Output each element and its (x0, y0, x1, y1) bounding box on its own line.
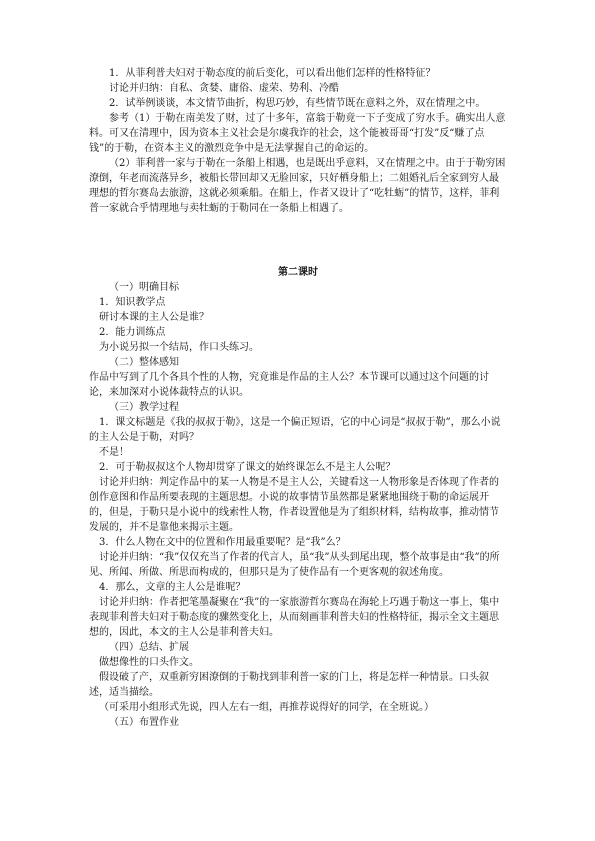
process-question-3: 3．什么人物在文中的位置和作用最重要呢？是“我”么？ (99, 537, 346, 548)
homework-heading: （五）布置作业 (109, 717, 179, 728)
process-discussion-2: 讨论并归纳：判定作品中的某一人物是不是主人公，关键看这一人物形象是否体现了作者的创作意图和作品所要表现的主题思想。小说的故事情节虽然都是紧紧地围绕于勒的命运展开的，但是，于勒只是小说中的线索性人物，作者设置他是为了组织材料，结构故事，推动情节发展的，并不是靠他来揭示主题。 (89, 477, 499, 533)
ability-point-text: 为小说另拟一个结局，作口头练习。 (99, 342, 259, 353)
goal-heading: （一）明确目标 (109, 282, 179, 293)
section-second-lesson (89, 265, 507, 730)
ability-point-heading: 2．能力训练点 (99, 327, 166, 338)
knowledge-point-text: 研讨本课的主人公是谁？ (99, 312, 209, 323)
summary-scenario: 假设破了产，双重新穷困潦倒的于勒找到菲利普一家的门上，将是怎样一种情景。口头叙述，适当描绘。 (89, 672, 489, 698)
lesson-title: 第二课时 (278, 267, 318, 278)
process-question-1: 1．课文标题是《我的叔叔于勒》，这是一个偏正短语，它的中心词是“叔叔于勒”，那么小说的主人公是于勒，对吗？ (89, 417, 501, 443)
process-heading: （三）教学过程 (109, 402, 179, 413)
process-question-4: 4．那么，文章的主人公是谁呢？ (99, 582, 246, 593)
process-answer-1: 不是！ (99, 447, 129, 458)
summary-note: （可采用小组形式先说，四人左右一组，再推荐说得好的同学，在全班说。） (99, 702, 434, 713)
summary-task: 做想像性的口头作文。 (99, 657, 199, 668)
question-1: 1．从菲利普夫妇对于勒态度的前后变化，可以看出他们怎样的性格特征？ (109, 68, 436, 79)
reference-1: 参考（1）于勒在南美发了财，过了十多年，富翁于勒竟一下子变成了穷水手。确实出人意料。可又在清理中，因为资本主义社会是尔虞我诈的社会，这个能被哥哥“打发”反“赚了点钱”的于勒，在资本主义的激烈竞争中是无法掌握自己的命运的。 (89, 113, 506, 154)
question-2: 2．试举例谈谈，本文情节曲折，构思巧妙，有些情节既在意料之外，双在情理之中。 (109, 98, 486, 109)
process-question-2: 2．可于勒叔叔这个人物却贯穿了课文的始终课怎么不是主人公呢？ (99, 462, 396, 473)
knowledge-point-heading: 1．知识教学点 (99, 297, 166, 308)
overview-text: 作品中写到了几个各具个性的人物，究竟谁是作品的主人公？本节课可以通过这个问题的讨论，来加深对小说体裁特点的认识。 (89, 372, 489, 398)
overview-heading: （二）整体感知 (109, 357, 179, 368)
question-1-summary: 讨论并归纳：自私、贪婪、庸俗、虚荣、势利、冷酷 (109, 83, 339, 94)
reference-2: （2）菲利普一家与于勒在一条船上相遇，也是既出乎意料，又在情理之中。由于于勒穷困潦倒，年老而流落异乡，被船长带回却又无脸回家，只好栖身船上；二姐婚礼后全家到穷人最理想的哲尔赛岛去旅游，这就必须乘船。在船上，作者又设计了“吃牡蛎”的情节，这样，菲利普一家就合乎情理地与卖牡蛎的于勒同在一条船上相遇了。 (89, 158, 506, 214)
process-discussion-3: 讨论并归纳：“我”仅仅充当了作者的代言人，虽“我”从头到尾出现，整个故事是由“我”的所见、所闻、所做、所思而构成的，但那只是为了使作品有一个更客观的叙述角度。 (89, 552, 500, 578)
process-discussion-4: 讨论并归纳：作者把笔墨凝聚在“我”的一家旅游哲尔赛岛在海轮上巧遇于勒这一事上，集中表现菲利普夫妇对于勒态度的骤然变化上，从而刻画菲利普夫妇的性格特征，揭示全文主题思想的，因此，本文的主人公是菲利普夫妇。 (89, 597, 500, 638)
section-discussion-questions (89, 66, 507, 216)
summary-heading: （四）总结、扩展 (109, 642, 189, 653)
